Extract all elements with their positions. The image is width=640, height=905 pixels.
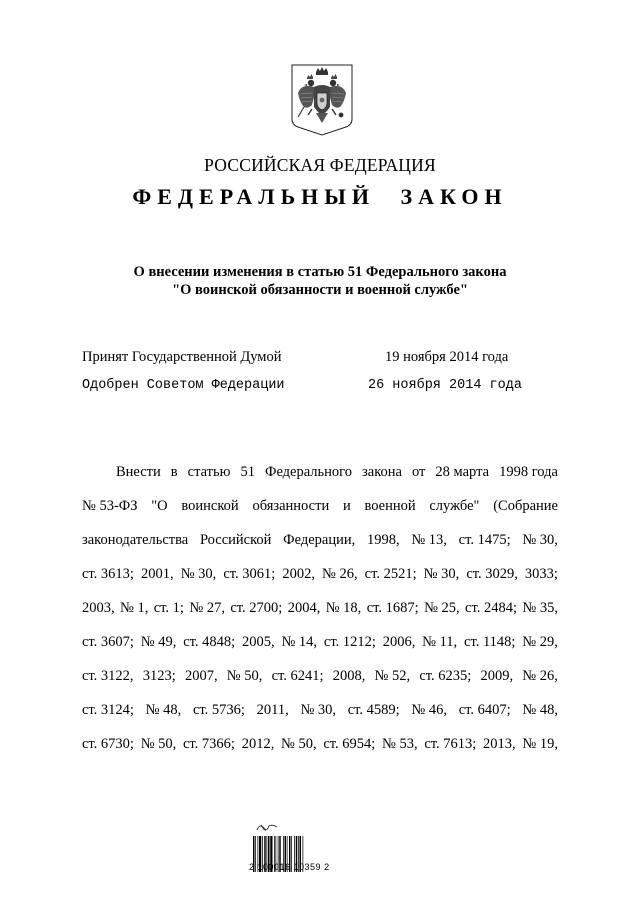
body-word: 3123; (142, 668, 176, 684)
body-word: "О (151, 498, 168, 514)
body-line (82, 591, 558, 625)
body-word: ст. 3061; (223, 566, 276, 582)
country-name: РОССИЙСКАЯ ФЕДЕРАЦИЯ (204, 155, 436, 175)
body-word: 2009, (480, 668, 514, 684)
body-word: службе" (429, 498, 480, 514)
body-word: статью (187, 464, 231, 480)
coat-of-arms-icon (290, 63, 354, 137)
body-word: ст. 6730; (82, 736, 134, 752)
law-title (0, 263, 640, 299)
body-word: ст. 2521; (364, 566, 417, 582)
body-word: № 14, (281, 634, 318, 650)
body-line (82, 455, 558, 489)
body-word: воинской (181, 498, 239, 514)
body-line (82, 557, 558, 591)
law-body-text (82, 455, 558, 761)
body-word: № 19, (522, 736, 558, 752)
body-word: 1998, (366, 532, 400, 548)
body-word: закона (362, 464, 402, 480)
law-title-line: О внесении изменения в статью 51 Федерального закона (133, 264, 507, 280)
body-word: ст. 3124; (82, 702, 134, 718)
body-word: ст. 3122, (82, 668, 134, 684)
body-word: Российской (199, 532, 272, 548)
body-word: 1998 года (499, 464, 558, 480)
body-word: и (342, 498, 351, 514)
body-word: № 18, (325, 600, 362, 616)
body-word: ст. 3607; (82, 634, 134, 650)
body-word: ст. 6235; (419, 668, 472, 684)
body-word: военной (364, 498, 416, 514)
body-word: № 49, (140, 634, 177, 650)
body-word: № 30, (180, 566, 217, 582)
body-word: Внести (116, 464, 161, 480)
body-word: № 50, (226, 668, 263, 684)
body-word: № 46, (411, 702, 447, 718)
body-word: № 30, (522, 532, 558, 548)
body-word: 2006, (382, 634, 416, 650)
barcode-number: 2 100016 10359 2 (249, 862, 330, 872)
body-word: ст. 6241; (271, 668, 324, 684)
body-word: ст. 2484; (465, 600, 518, 616)
body-word: от (411, 464, 426, 480)
body-word: ст. 2700; (230, 600, 283, 616)
body-word: № 48, (522, 702, 558, 718)
body-word: № 30, (300, 702, 337, 718)
body-word: ст. 7613; (424, 736, 477, 752)
approved-by-council-date: 26 ноября 2014 года (368, 378, 522, 393)
law-title-line: "О воинской обязанности и военной службе" (172, 282, 468, 298)
body-word: ст. 1687; (366, 600, 419, 616)
body-word: № 53, (382, 736, 418, 752)
body-word: ст. 1148; (464, 634, 516, 650)
body-word: № 35, (522, 600, 558, 616)
body-word: 2013, (483, 736, 516, 752)
body-word: ст. 3029, (466, 566, 518, 582)
body-word: № 30, (423, 566, 460, 582)
body-word: № 25, (424, 600, 460, 616)
body-word: № 50, (281, 736, 317, 752)
body-word: 2004, (287, 600, 321, 616)
body-word: ст. 1; (153, 600, 184, 616)
body-word: 2011, (256, 702, 289, 718)
body-word: 2005, (242, 634, 275, 650)
document-type: ФЕДЕРАЛЬНЫЙ ЗАКОН (132, 184, 508, 209)
body-line (82, 693, 558, 727)
body-word: ст. 6954; (323, 736, 376, 752)
body-word: № 50, (140, 736, 177, 752)
body-word: 2012, (241, 736, 275, 752)
body-word: Федерации, (283, 532, 356, 548)
body-word: № 53-ФЗ (82, 498, 138, 514)
body-word: ст. 1475; (458, 532, 511, 548)
body-word: № 1, (120, 600, 149, 616)
body-line (82, 489, 558, 523)
body-word: 2001, (141, 566, 174, 582)
adopted-by-duma-label: Принят Государственной Думой (82, 349, 282, 365)
body-line (82, 523, 558, 557)
body-word: № 11, (422, 634, 458, 650)
body-word: (Собрание (493, 498, 558, 514)
body-word: законодательства (82, 532, 189, 548)
body-word: 28 марта (435, 464, 490, 480)
body-word: № 26, (522, 668, 558, 684)
body-word: обязанности (252, 498, 330, 514)
body-word: № 13, (411, 532, 447, 548)
body-word: ст. 4589; (347, 702, 400, 718)
body-word: 2007, (184, 668, 218, 684)
body-word: ст. 3613; (82, 566, 134, 582)
body-word: ст. 7366; (183, 736, 235, 752)
body-word: 2002, (282, 566, 315, 582)
body-word: ст. 5736; (192, 702, 245, 718)
body-word: № 48, (145, 702, 182, 718)
body-word: 51 (240, 464, 255, 480)
body-line (82, 625, 558, 659)
body-word: № 27, (189, 600, 225, 616)
body-word: № 29, (522, 634, 558, 650)
body-line (82, 659, 558, 693)
adopted-by-duma-date: 19 ноября 2014 года (385, 349, 509, 365)
body-word: в (170, 464, 178, 480)
body-word: ст. 4848; (183, 634, 236, 650)
body-word: № 26, (322, 566, 358, 582)
body-word: Федерального (264, 464, 353, 480)
body-word: ст. 1212; (323, 634, 376, 650)
body-word: 2008, (332, 668, 366, 684)
body-word: 3033; (524, 566, 558, 582)
body-word: 2003, (82, 600, 115, 616)
body-line (82, 727, 558, 761)
approved-by-council-label: Одобрен Советом Федерации (82, 378, 285, 393)
body-word: ст. 6407; (458, 702, 511, 718)
body-word: № 52, (374, 668, 411, 684)
